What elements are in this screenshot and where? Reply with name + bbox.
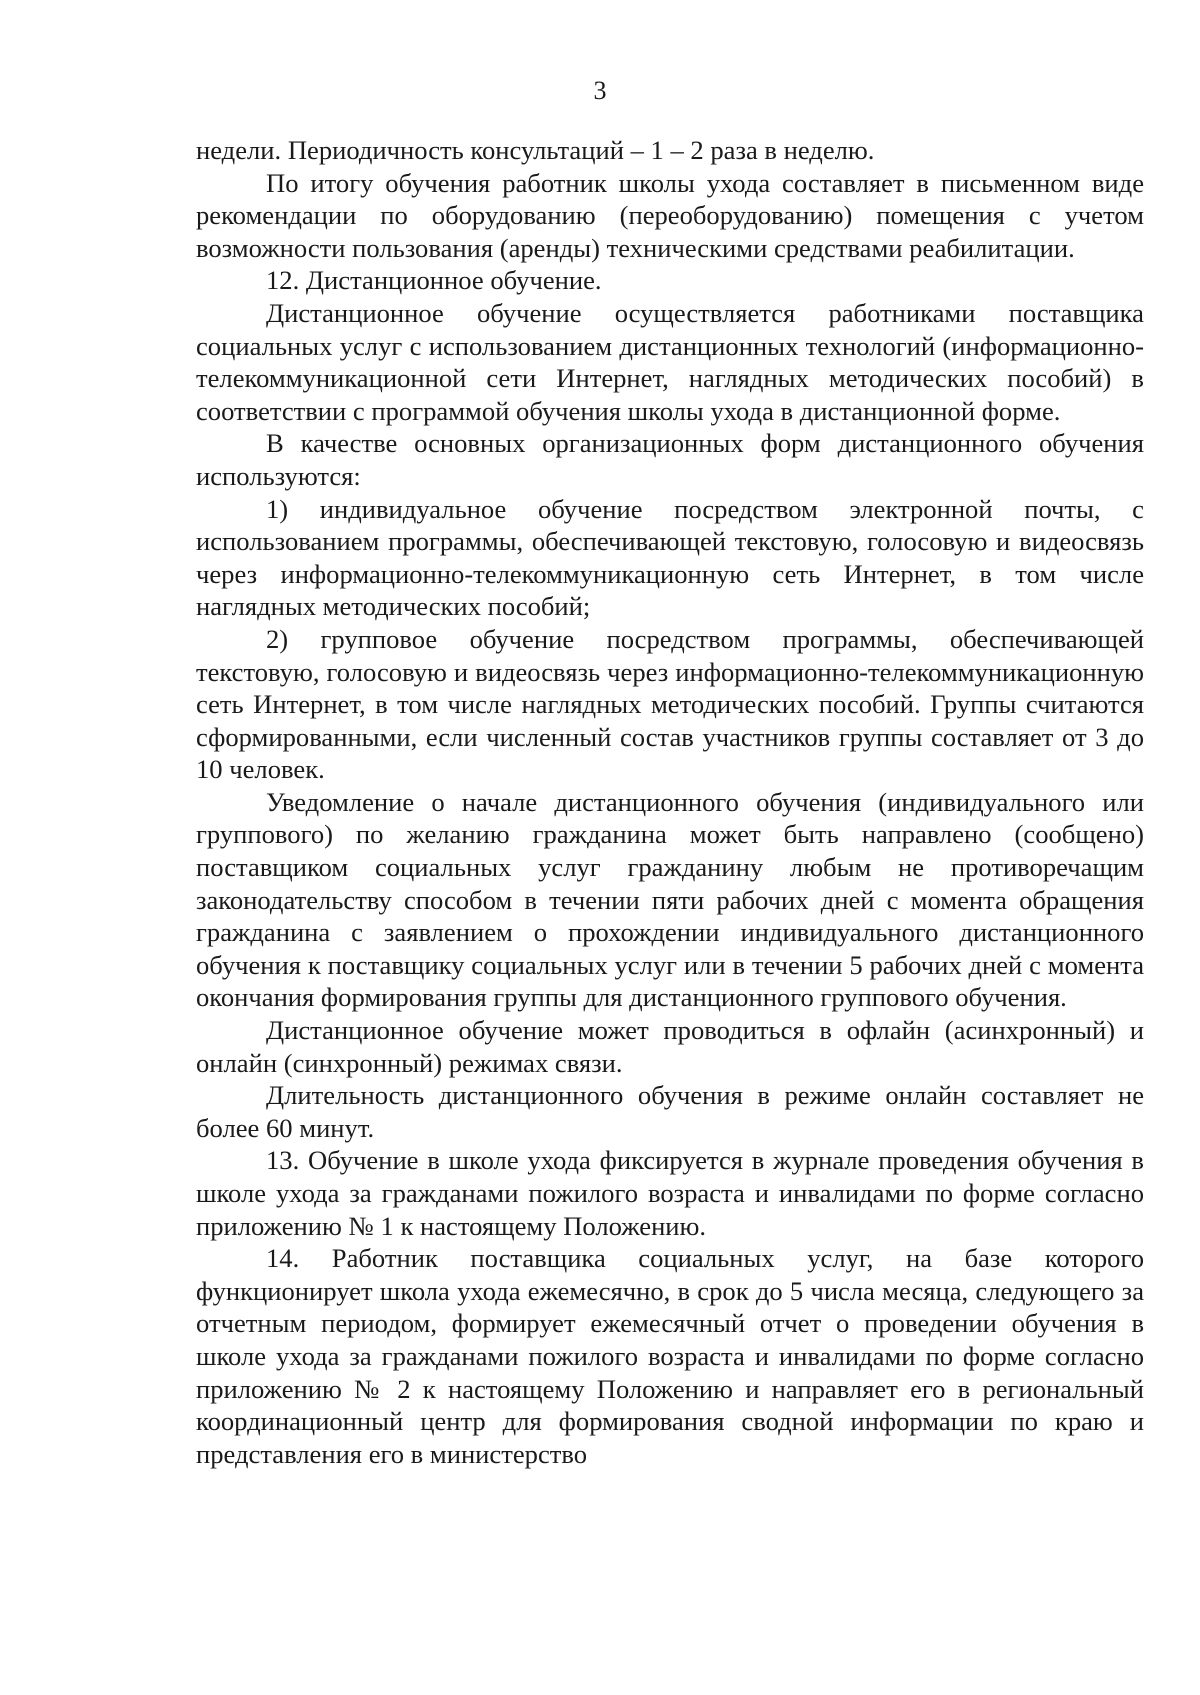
paragraph-notification: Уведомление о начале дистанционного обучения (индивидуального или группового) по желанию гражданина может быть направлено (сообщено) поставщиком социальных услуг гражданину любым не противоречащим законодательству способом в течении пяти рабочих дней с момента обращения гражданина с заявлением о прохождении индивидуального дистанционного обучения к поставщику социальных услуг или в течении 5 рабочих дней с момента окончания формирования группы для дистанционного группового обучения.	[196, 786, 1144, 1013]
paragraph-continuation: недели. Периодичность консультаций – 1 – 2 раза в неделю.	[196, 135, 875, 165]
section-13: 13. Обучение в школе ухода фиксируется в журнале проведения обучения в школе ухода за гражданами пожилого возраста и инвалидами по форме согласно приложению № 1 к настоящему Положению.	[196, 1145, 1144, 1241]
list-item-individual: 1) индивидуальное обучение посредством электронной почты, с использованием программы, обеспечивающей текстовую, голосовую и видеосвязь через информационно-телекоммуникационную сеть Интернет, в том числе наглядных методических пособий;	[196, 493, 1144, 622]
section-12-heading: 12. Дистанционное обучение.	[266, 265, 602, 296]
page-number: 3	[593, 76, 607, 105]
paragraph-modes: Дистанционное обучение может проводиться в офлайн (асинхронный) и онлайн (синхронный) режимах связи.	[196, 1015, 1144, 1078]
paragraph-duration: Длительность дистанционного обучения в режиме онлайн составляет не более 60 минут.	[196, 1080, 1144, 1143]
paragraph-forms-intro: В качестве основных организационных форм дистанционного обучения используются:	[196, 428, 1144, 491]
paragraph-distance-learning: Дистанционное обучение осуществляется работниками поставщика социальных услуг с использованием дистанционных технологий (информационно-телекоммуникационной сети Интернет, наглядных методических пособий) в соответствии с программой обучения школы ухода в дистанционной форме.	[196, 297, 1144, 426]
section-14: 14. Работник поставщика социальных услуг, на базе которого функционирует школа ухода ежемесячно, в срок до 5 числа месяца, следующего за отчетным периодом, формирует ежемесячный отчет о проведении обучения в школе ухода за гражданами пожилого возраста и инвалидами по форме согласно приложению № 2 к настоящему Положению и направляет его в региональный координационный центр для формирования сводной информации по краю и представления его в министерство	[196, 1243, 1144, 1469]
list-item-group: 2) групповое обучение посредством программы, обеспечивающей текстовую, голосовую и видеосвязь через информационно-телекоммуникационную сеть Интернет, в том числе наглядных методических пособий. Группы считаются сформированными, если численный состав участников группы составляет от 3 до 10 человек.	[196, 623, 1144, 785]
body-text	[196, 134, 1144, 1470]
paragraph-recommendations: По итогу обучения работник школы ухода составляет в письменном виде рекомендации по оборудованию (переоборудованию) помещения с учетом возможности пользования (аренды) техническими средствами реабилитации.	[196, 167, 1144, 263]
